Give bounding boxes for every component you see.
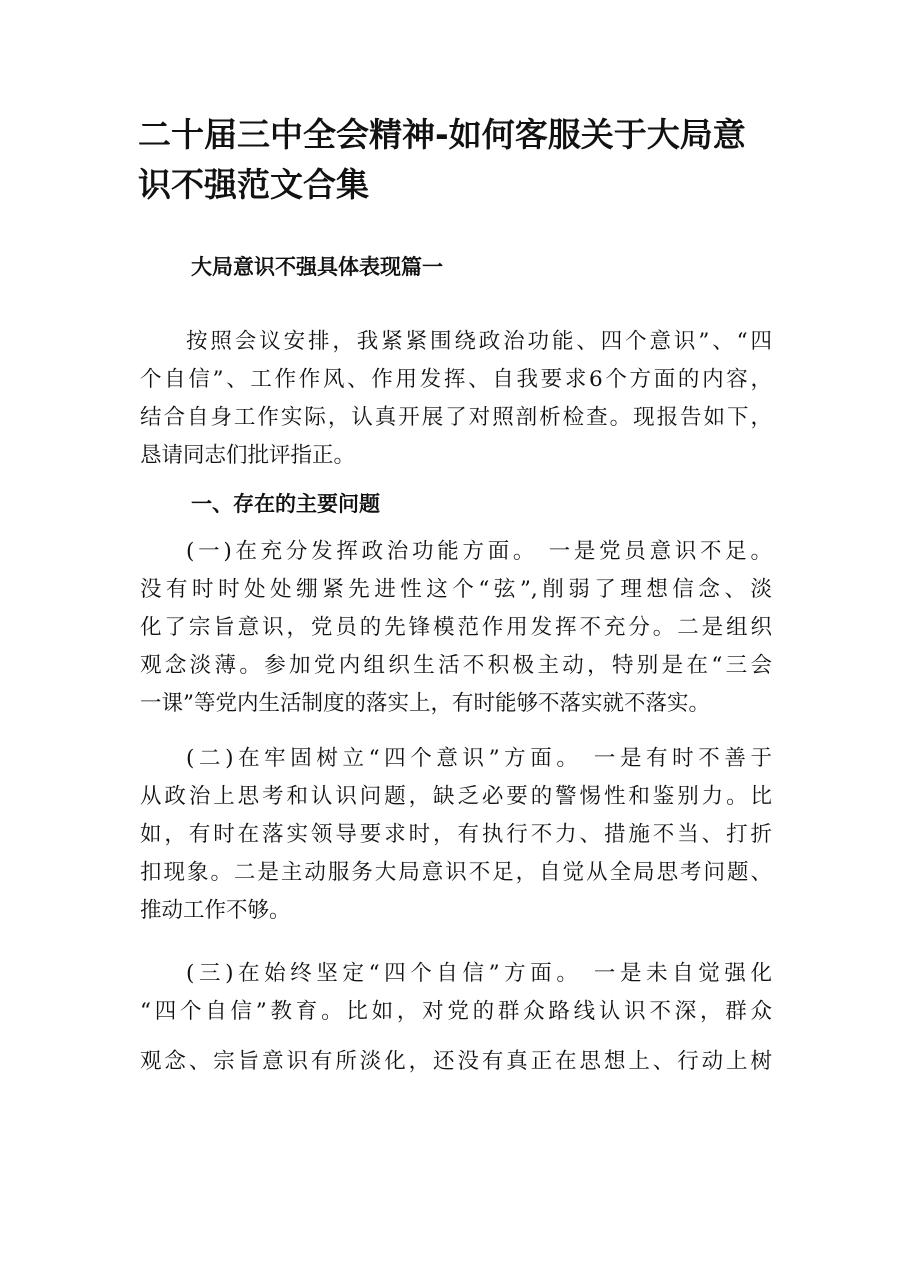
title-line-2: 识不强范文合集: [138, 165, 369, 204]
paragraph-line: (三)在始终坚定“四个自信”方面。 一是未自觉强化: [186, 961, 772, 986]
title-line-1: 二十届三中全会精神-如何客服关于大局意: [138, 115, 746, 154]
paragraph-line: 扣现象。二是主动服务大局意识不足，自觉从全局思考问题、: [140, 860, 772, 885]
paragraph-line: 恳请同志们批评指正。: [140, 443, 356, 468]
paragraph-line: 观念淡薄。参加党内组织生活不积极主动，特别是在“三会: [140, 653, 772, 678]
item-three-paragraph: [140, 955, 772, 1081]
paragraph-line: 一课”等党内生活制度的落实上，有时能够不落实就不落实。: [140, 691, 710, 716]
item-two-paragraph: [140, 740, 772, 930]
paragraph-line: (一)在充分发挥政治功能方面。 一是党员意识不足。: [186, 539, 772, 564]
paragraph-line: 推动工作不够。: [140, 898, 291, 923]
paragraph-line: 如，有时在落实领导要求时，有执行不力、措施不当、打折: [140, 822, 772, 847]
paragraph-line: “四个自信”教育。比如，对党的群众路线认识不深，群众: [140, 999, 772, 1024]
item-one-paragraph: [140, 533, 772, 723]
intro-paragraph: [140, 323, 772, 475]
paragraph-line: (二)在牢固树立“四个意识”方面。 一是有时不善于: [186, 746, 772, 771]
paragraph-line: 从政治上思考和认识问题，缺乏必要的警惕性和鉴别力。比: [140, 784, 772, 809]
paragraph-line: 按照会议安排，我紧紧围绕政治功能、四个意识”、“四: [186, 329, 772, 354]
paragraph-line: 没有时时处处绷紧先进性这个“弦”,削弱了理想信念、淡: [140, 577, 772, 602]
paragraph-line: 个自信”、工作作风、作用发挥、自我要求6个方面的内容，: [140, 367, 772, 392]
paragraph-line: 结合自身工作实际，认真开展了对照剖析检查。现报告如下，: [140, 405, 772, 430]
document-title: [138, 110, 778, 210]
paragraph-line: 观念、宗旨意识有所淡化，还没有真正在思想上、行动上树: [140, 1049, 772, 1074]
section-subtitle: 大局意识不强具体表现篇一: [191, 255, 443, 279]
section-heading: 一、存在的主要问题: [191, 492, 380, 516]
paragraph-line: 化了宗旨意识，党员的先锋模范作用发挥不充分。二是组织: [140, 615, 772, 640]
